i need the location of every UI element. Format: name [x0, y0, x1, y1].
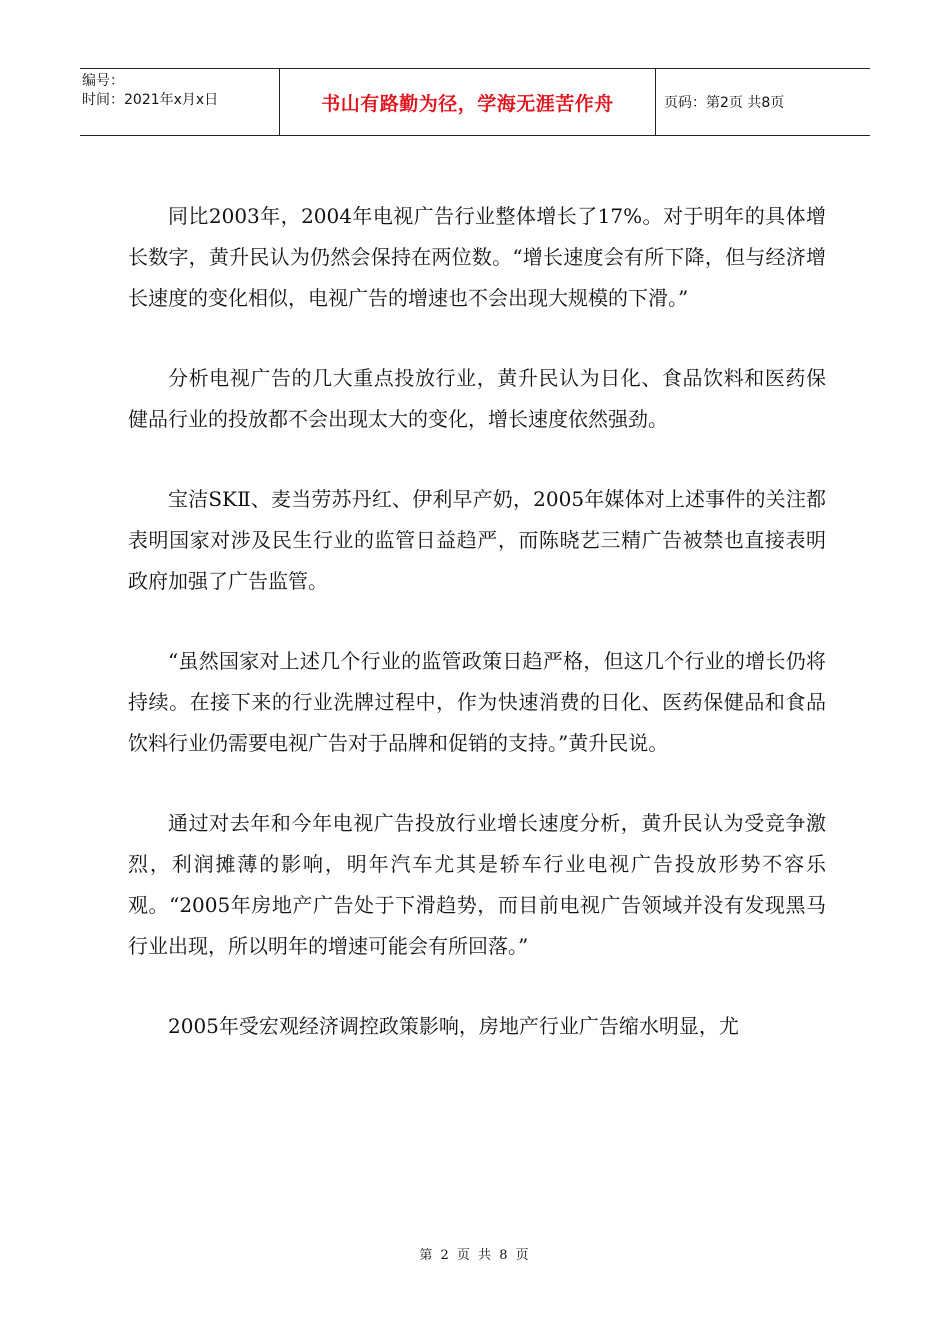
paragraph: 宝洁SKⅡ、麦当劳苏丹红、伊利早产奶，2005年媒体对上述事件的关注都表明国家对涉及民生行业的监管日益趋严，而陈晓艺三精广告被禁也直接表明政府加强了广告监管。	[128, 487, 826, 593]
header-meta	[80, 69, 280, 135]
paragraph: “虽然国家对上述几个行业的监管政策日趋严格，但这几个行业的增长仍将持续。在接下来的行业洗牌过程中，作为快速消费的日化、医药保健品和食品饮料行业仍需要电视广告对于品牌和促销的支持。”黄升民说。	[128, 649, 826, 755]
document-body	[128, 196, 826, 1086]
paragraph: 分析电视广告的几大重点投放行业，黄升民认为日化、食品饮料和医药保健品行业的投放都不会出现太大的变化，增长速度依然强劲。	[128, 366, 826, 431]
page-footer: 第 2 页 共 8 页	[419, 1248, 531, 1263]
paragraph: 同比2003年，2004年电视广告行业整体增长了17%。对于明年的具体增长数字，黄升民认为仍然会保持在两位数。“增长速度会有所下降，但与经济增长速度的变化相似，电视广告的增速也不会出现大规模的下滑。”	[128, 204, 826, 310]
document-header	[80, 68, 870, 136]
paragraph: 通过对去年和今年电视广告投放行业增长速度分析，黄升民认为受竞争激烈，利润摊薄的影响，明年汽车尤其是轿车行业电视广告投放形势不容乐观。“2005年房地产广告处于下滑趋势，而目前电视广告领域并没有发现黑马行业出现，所以明年的增速可能会有所回落。”	[128, 811, 826, 958]
paragraph: 2005年受宏观经济调控政策影响，房地产行业广告缩水明显，尤	[168, 1014, 739, 1038]
time-label: 时间：2021年x月x日	[82, 92, 219, 108]
header-motto: 书山有路勤为径，学海无涯苦作舟	[280, 69, 656, 135]
header-page-info: 页码：第2页 共8页	[664, 95, 785, 111]
code-label: 编号：	[82, 73, 124, 89]
